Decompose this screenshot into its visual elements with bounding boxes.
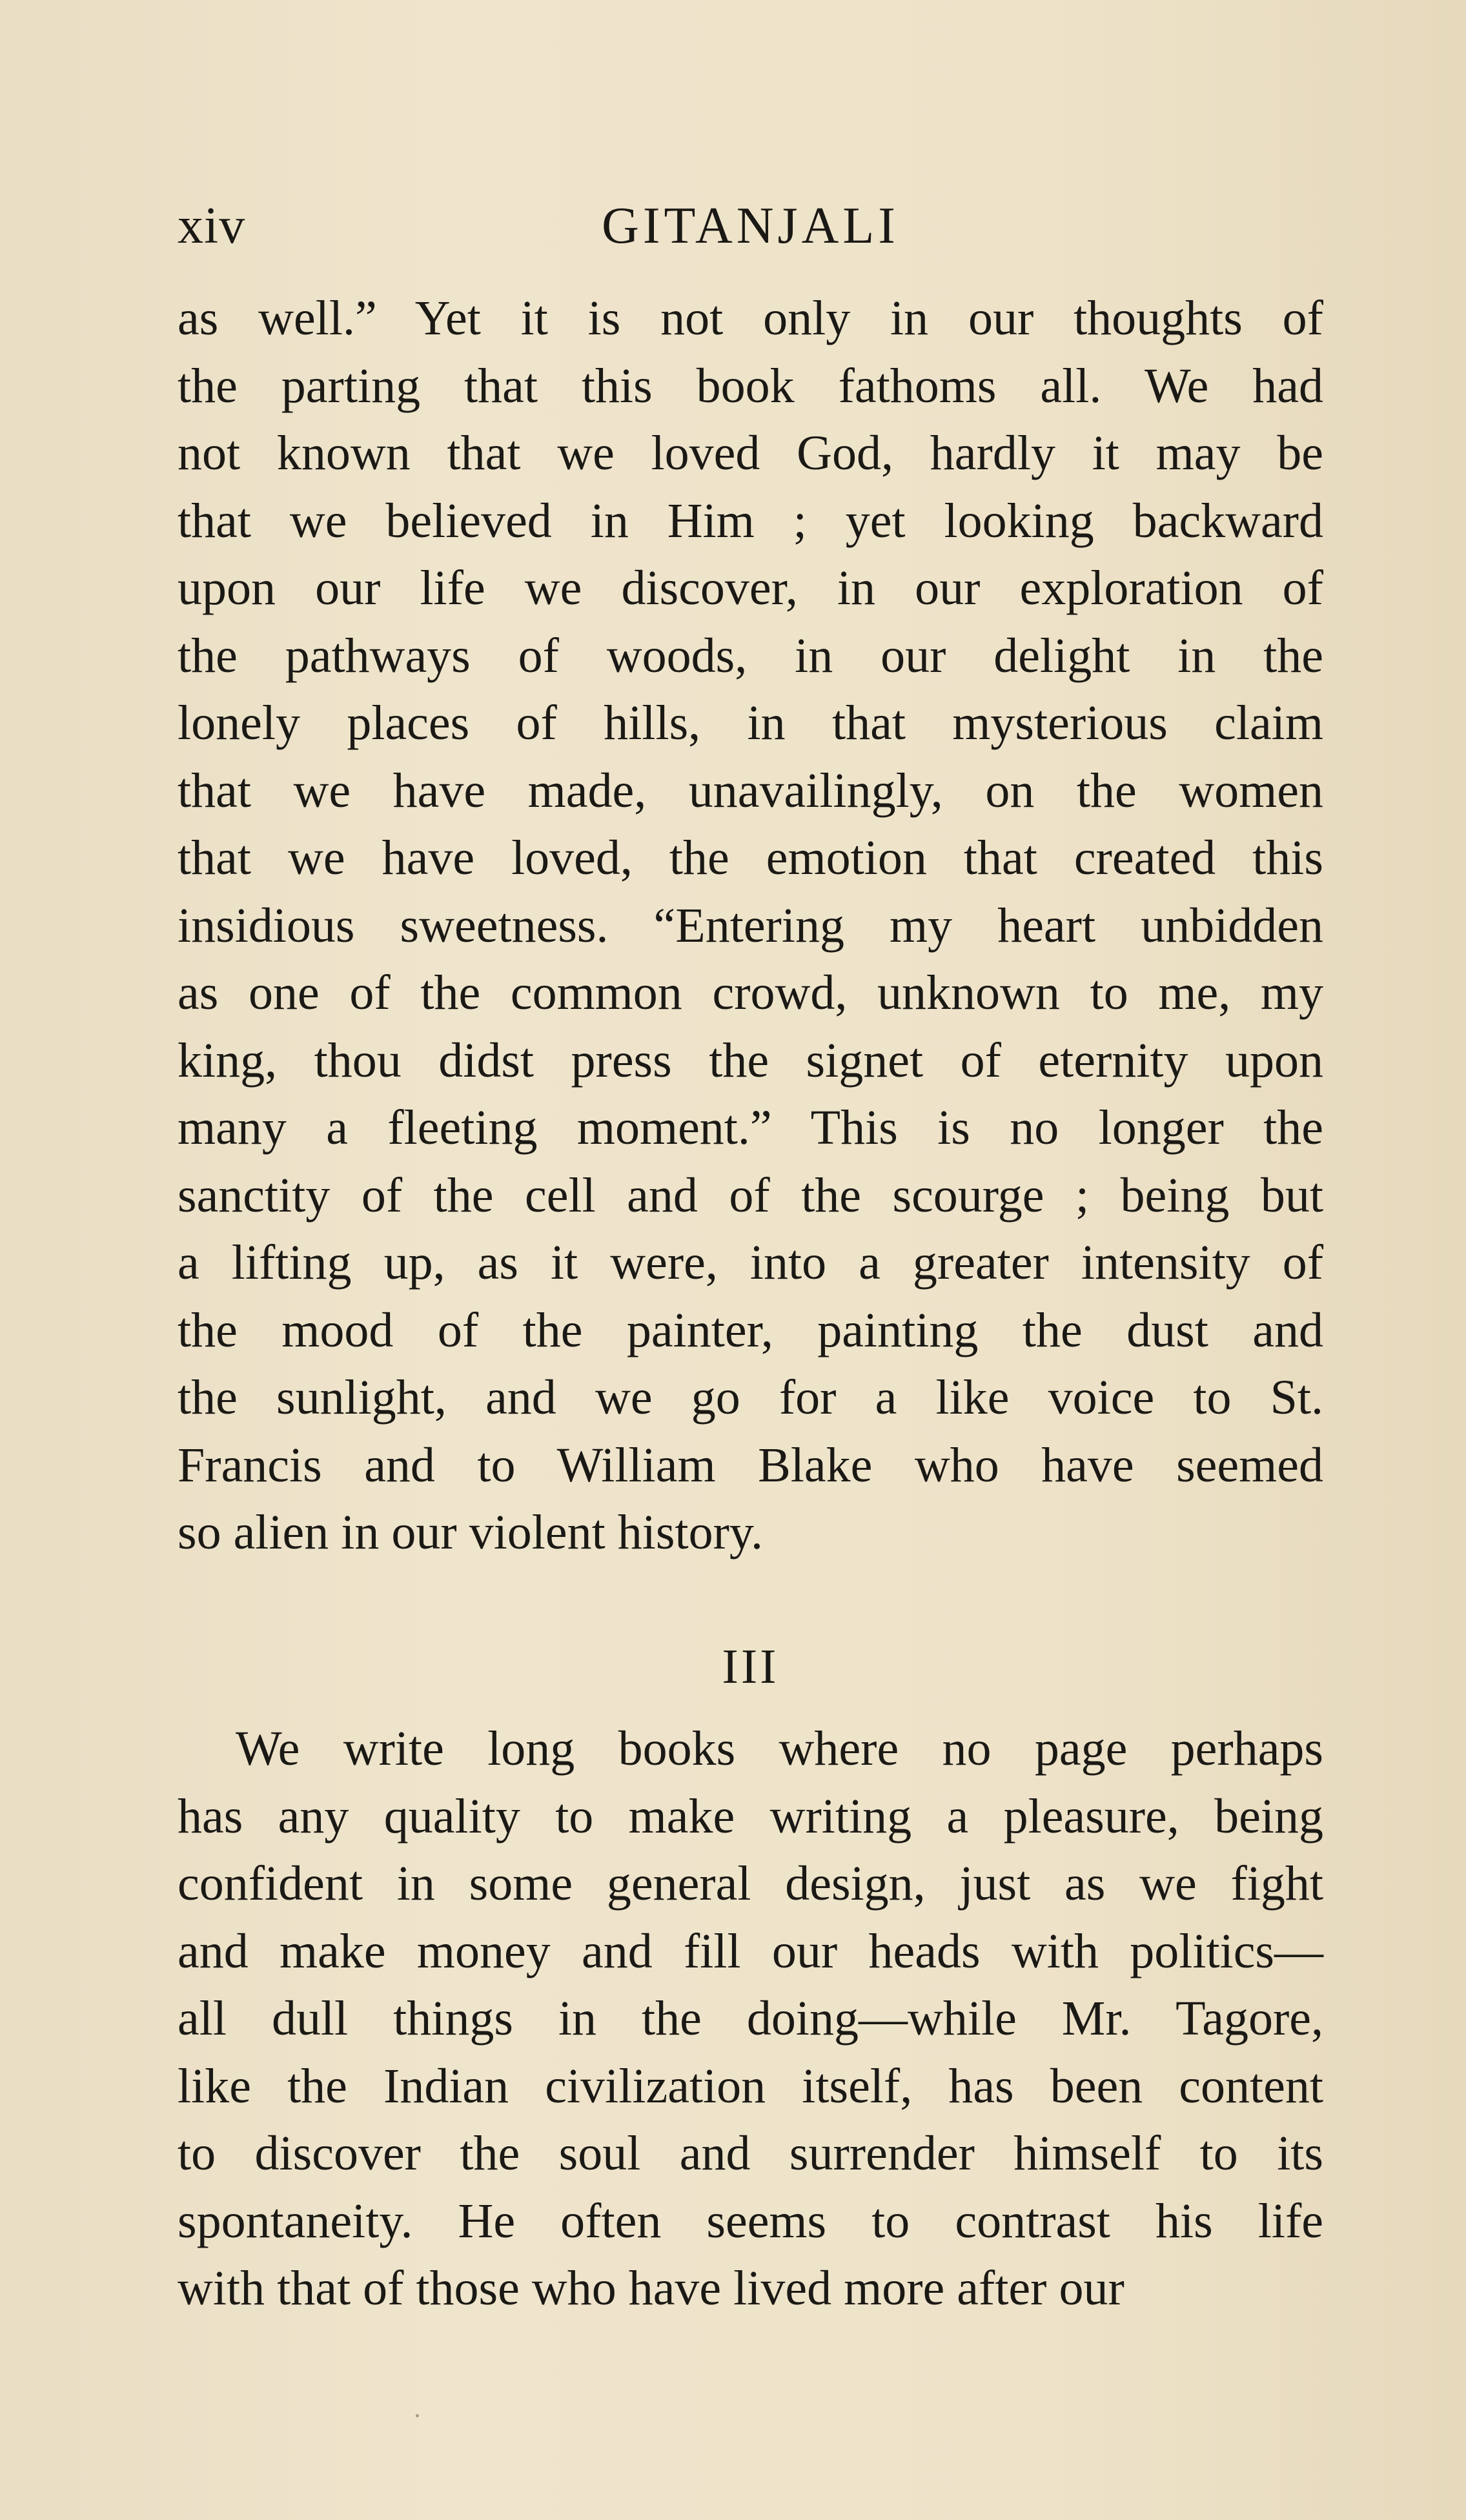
text-line: all dull things in the doing—while Mr. Tagore, — [178, 1991, 1323, 2046]
text-line: like the Indian civilization itself, has been content — [178, 2058, 1323, 2113]
paper-speck — [416, 2414, 419, 2417]
text-line: the sunlight, and we go for a like voice to St. — [178, 1370, 1323, 1425]
text-line: Francis and to William Blake who have seemed — [178, 1438, 1323, 1492]
text-line: We write long books where no page perhaps — [236, 1722, 1323, 1776]
page-number: xiv — [178, 198, 246, 254]
text-line: to discover the soul and surrender himself to its — [178, 2126, 1323, 2180]
text-line: confident in some general design, just as we fight — [178, 1856, 1323, 1911]
text-line: insidious sweetness. “Entering my heart unbidden — [178, 898, 1323, 953]
text-line: that we have made, unavailingly, on the women — [178, 763, 1323, 818]
text-line: that we believed in Him ; yet looking backward — [178, 493, 1323, 548]
text-line: has any quality to make writing a pleasure, being — [178, 1789, 1323, 1844]
text-line: so alien in our violent history. — [178, 1505, 763, 1560]
running-header — [178, 194, 1323, 258]
text-line: the parting that this book fathoms all. We had — [178, 358, 1323, 413]
text-line: many a fleeting moment.” This is no longer the — [178, 1101, 1323, 1155]
text-line: and make money and fill our heads with politics— — [178, 1924, 1323, 1978]
text-line: as one of the common crowd, unknown to me, my — [178, 966, 1323, 1020]
text-line: a lifting up, as it were, into a greater intensity of — [178, 1235, 1323, 1290]
running-title: GITANJALI — [602, 198, 899, 254]
text-line: spontaneity. He often seems to contrast his life — [178, 2193, 1323, 2248]
section-heading: III — [722, 1640, 779, 1694]
text-line: as well.” Yet it is not only in our thoughts of — [178, 291, 1323, 345]
text-line: the pathways of woods, in our delight in the — [178, 628, 1323, 683]
text-line: sanctity of the cell and of the scourge ; being but — [178, 1168, 1323, 1223]
paragraph-2 — [178, 1715, 1323, 2322]
text-line: upon our life we discover, in our exploration of — [178, 561, 1323, 615]
text-line: not known that we loved God, hardly it may be — [178, 426, 1323, 480]
text-line: lonely places of hills, in that mysterious claim — [178, 696, 1323, 750]
text-line: with that of those who have lived more after our — [178, 2261, 1125, 2315]
paragraph-1 — [178, 285, 1323, 1567]
text-line: that we have loved, the emotion that created this — [178, 831, 1323, 885]
text-line: king, thou didst press the signet of eternity upon — [178, 1033, 1323, 1088]
text-line: the mood of the painter, painting the dust and — [178, 1303, 1323, 1357]
